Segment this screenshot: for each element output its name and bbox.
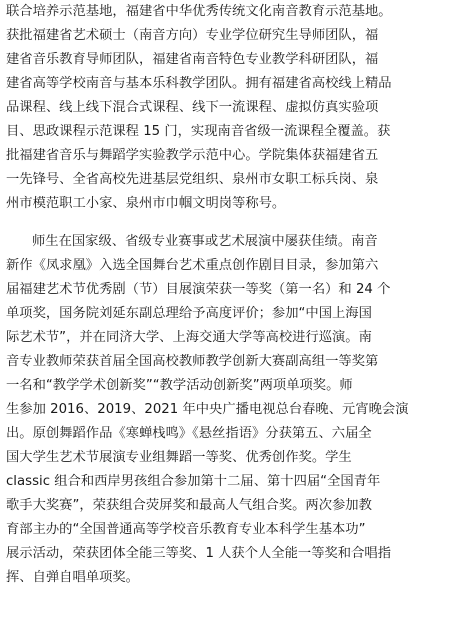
text-line: 目、思政课程示范课程 15 门，实现南音省级一流课程全覆盖。获: [6, 124, 391, 139]
text-line: 出。原创舞蹈作品《寒蝉栈鸣》《悬丝指语》分获第五、六届全: [6, 426, 372, 441]
text-line: 育部主办的“全国普通高等学校音乐教育专业本科学生基本功”: [6, 522, 366, 537]
text-line: 国大学生艺术节展演专业组舞蹈一等奖、优秀创作奖。学生: [6, 450, 352, 465]
text-line: 获批福建省艺术硕士（南音方向）专业学位研究生导师团队，福: [6, 28, 379, 43]
text-line: 建省音乐教育导师团队，福建省南音特色专业教学科研团队，福: [6, 52, 379, 67]
text-line: 届福建艺术节优秀剧（节）目展演荣获一等奖（第一名）和 24 个: [6, 282, 391, 297]
text-line: 际艺术节”，并在同济大学、上海交通大学等高校进行巡演。南: [6, 330, 372, 345]
text-line: 批福建省音乐与舞蹈学实验教学示范中心。学院集体获福建省五: [6, 148, 379, 163]
text-line: 挥、自弹自唱单项奖。: [6, 570, 139, 585]
text-line: 建省高等学校南音与基本乐科教学团队。拥有福建省高校线上精品: [6, 76, 392, 91]
text-line: 联合培养示范基地，福建省中华优秀传统文化南音教育示范基地。: [6, 4, 392, 19]
text-line: classic 组合和西岸男孩组合参加第十二届、第十四届“全国青年: [6, 474, 381, 489]
text-line: 州市模范职工小家、泉州市巾帼文明岗等称号。: [6, 196, 286, 211]
text-line: 新作《凤求凰》入选全国舞台艺术重点创作剧目目录，参加第六: [6, 258, 379, 273]
text-line: 师生在国家级、省级专业赛事或艺术展演中屡获佳绩。南音: [32, 234, 378, 249]
text-line: 歌手大奖赛”，荣获组合荧屏奖和最高人气组合奖。两次参加教: [6, 498, 372, 513]
text-line: 一先锋号、全省高校先进基层党组织、泉州市女职工标兵岗、泉: [6, 172, 379, 187]
text-line: 一名和“教学学术创新奖”“教学活动创新奖”两项单项奖。师: [6, 378, 353, 393]
text-line: 生参加 2016、2019、2021 年中央广播电视总台春晚、元宵晚会演: [6, 402, 409, 417]
text-line: 单项奖，国务院刘延东副总理给予高度评价；参加“中国上海国: [6, 306, 372, 321]
text-line: 展示活动，荣获团体全能三等奖、1 人获个人全能一等奖和合唱指: [6, 546, 391, 561]
text-line: 音专业教师荣获首届全国高校教师教学创新大赛副高组一等奖第: [6, 354, 379, 369]
text-line: 品课程、线上线下混合式课程、线下一流课程、虚拟仿真实验项: [6, 100, 379, 115]
